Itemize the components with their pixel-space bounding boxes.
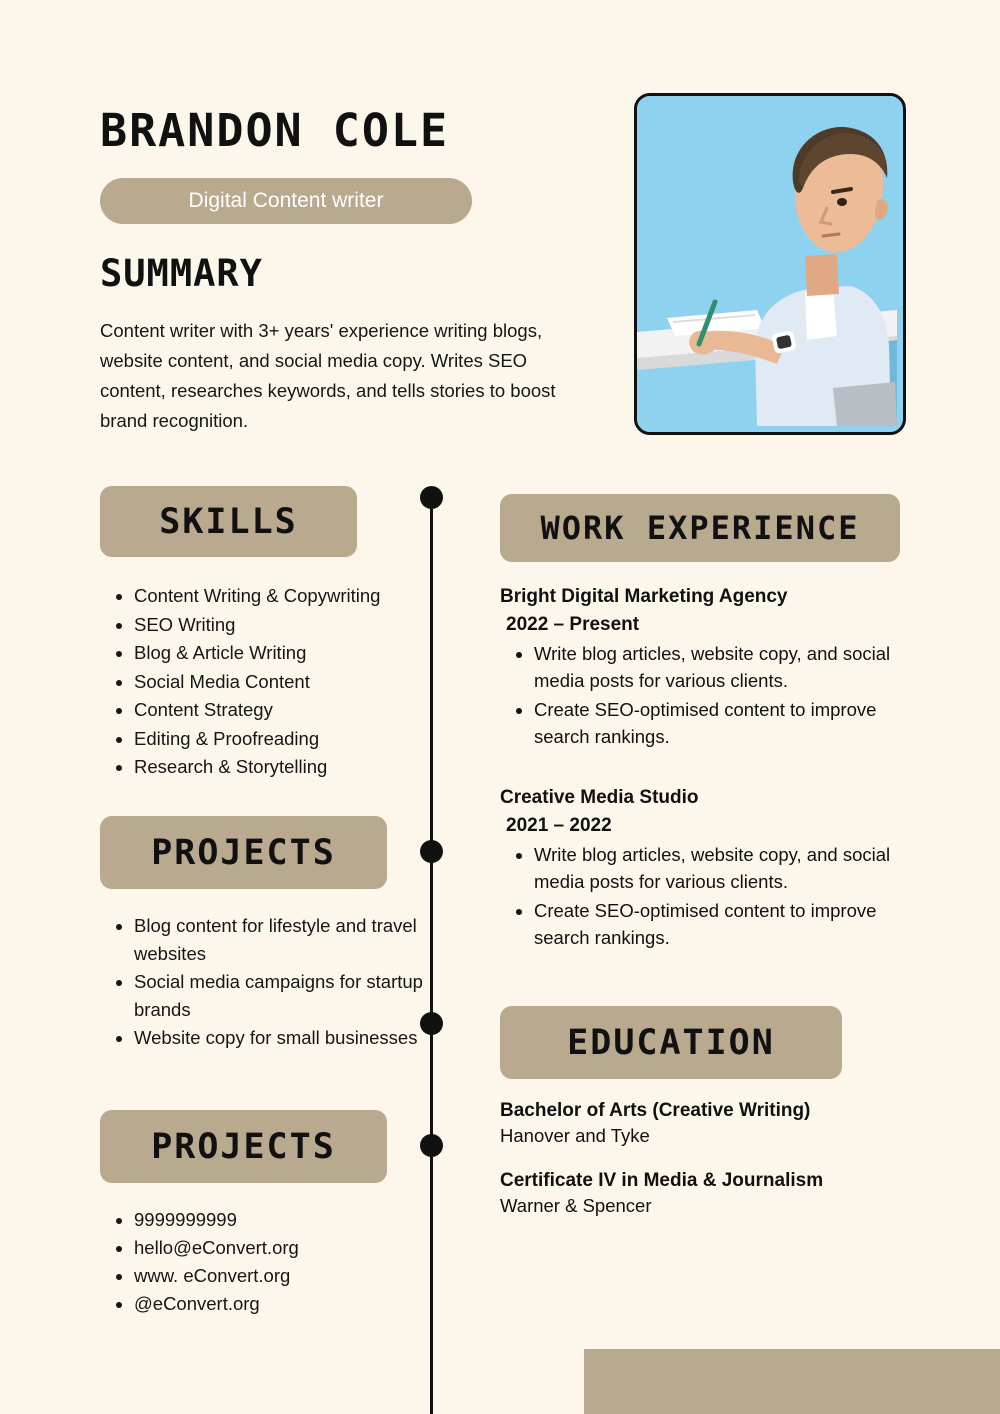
footer-accent-bar [584,1349,1000,1414]
job-bullets [500,841,930,951]
summary-heading: SUMMARY [100,252,263,295]
skills-heading-label: SKILLS [159,501,298,542]
education-heading-label: EDUCATION [567,1022,775,1063]
section-header-contact [100,1110,387,1183]
list-item-phone: • 9999999999 [134,1206,444,1234]
education-entry [500,1100,930,1147]
education-school: Hanover and Tyke [500,1125,650,1146]
section-header-work-experience [500,494,900,562]
list-item: • Editing & Proofreading [134,725,464,753]
projects-list [108,912,444,1052]
list-item: • Research & Storytelling [134,753,464,781]
timeline-dot [420,486,443,509]
job-dates: 2022 – Present [506,614,640,635]
section-header-projects [100,816,387,889]
list-item: • Content Strategy [134,696,464,724]
timeline-dot [420,840,443,863]
list-item-social[interactable]: • @eConvert.org [134,1290,444,1318]
list-item-website[interactable]: • www. eConvert.org [134,1262,444,1290]
job-company: Creative Media Studio [500,787,699,808]
contact-list [108,1206,444,1318]
skills-list [108,582,464,782]
work-heading-label: WORK EXPERIENCE [540,509,860,547]
list-item: • Website copy for small businesses [134,1024,444,1052]
job-dates: 2021 – 2022 [506,815,612,836]
projects-heading-label: PROJECTS [151,832,336,873]
timeline-dot [420,1134,443,1157]
work-entry [500,586,930,752]
page-title: BRANDON COLE [100,104,450,157]
list-item: • Social media campaigns for startup brands [134,968,444,1024]
list-item: • Content Writing & Copywriting [134,582,464,610]
contact-heading-label: PROJECTS [151,1126,336,1167]
list-item: • Blog content for lifestyle and travel websites [134,912,444,968]
education-school: Warner & Spencer [500,1195,652,1216]
education-degree: Bachelor of Arts (Creative Writing) [500,1100,811,1121]
list-item: • Write blog articles, website copy, and social media posts for various clients. [534,640,930,694]
summary-text: Content writer with 3+ years' experience writing blogs, website content, and social media copy. Writes SEO content, researches keywords, and tells stories to boost brand recognition. [100,320,556,431]
job-bullets [500,640,930,750]
list-item: • Create SEO-optimised content to improve search rankings. [534,696,930,750]
list-item-email[interactable]: • hello@eConvert.org [134,1234,444,1262]
list-item: • SEO Writing [134,611,464,639]
list-item: • Create SEO-optimised content to improve search rankings. [534,897,930,951]
section-header-skills [100,486,357,557]
list-item: • Social Media Content [134,668,464,696]
job-company: Bright Digital Marketing Agency [500,586,788,607]
portrait-illustration [637,96,897,426]
role-badge [100,178,472,224]
list-item: • Write blog articles, website copy, and social media posts for various clients. [534,841,930,895]
education-degree: Certificate IV in Media & Journalism [500,1170,824,1191]
education-entry [500,1170,930,1217]
section-header-education [500,1006,842,1079]
role-label: Digital Content writer [188,189,384,212]
list-item: • Blog & Article Writing [134,639,464,667]
avatar [634,93,906,435]
work-entry [500,787,930,953]
